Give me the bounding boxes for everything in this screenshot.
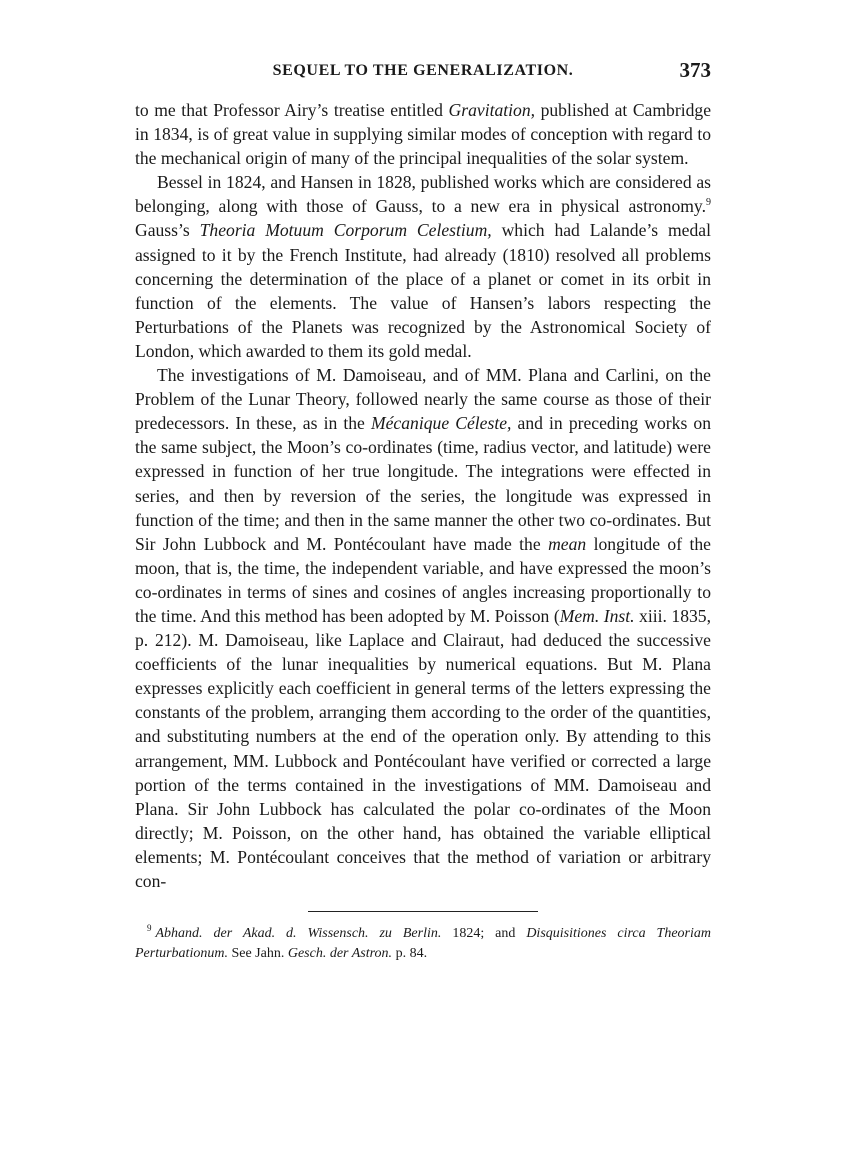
footnote xyxy=(135,924,711,964)
page-number: 373 xyxy=(679,58,711,82)
paragraph xyxy=(135,170,711,363)
book-page xyxy=(135,56,711,964)
text-run: Bessel in 1824, and Hansen in 1828, published works which are considered as belonging, along with those of Gauss, to a new era in physical astronomy. xyxy=(135,172,711,217)
text-run: longitude of the moon, that is, the time, the independent variable, and have expressed the moon’s co-ordinates in terms of sines and cosines of angles increasing proportionally to the time. And this method has been adopted by M. Poisson ( xyxy=(135,533,711,626)
footnote-reference: 9 xyxy=(706,197,711,209)
text-run: See Jahn. xyxy=(227,946,288,962)
italic-text: Abhand. der Akad. d. Wissensch. zu Berlin. xyxy=(155,926,442,942)
italic-text: mean xyxy=(548,533,587,554)
text-run: to me that Professor Airy’s treatise entitled xyxy=(135,100,449,120)
paragraph xyxy=(135,98,711,170)
running-title: SEQUEL TO THE GENERALIZATION. xyxy=(272,62,574,79)
italic-text: Gesch. der Astron. xyxy=(287,946,393,962)
body-text xyxy=(135,98,711,893)
text-run: Gauss’s xyxy=(135,220,200,241)
text-run: which had Lalande’s medal assigned to it by the French Institute, had already (1810) resolved all problems concerning the determination of the place of a planet or comet in its orbit in function of the elements. The value of Hansen’s labors respecting the Perturbations of the Planets was recognized by the Astronomical Society of London, which awarded to them its gold medal. xyxy=(135,220,711,361)
italic-text: Theoria Motuum Corporum Celestium, xyxy=(199,220,492,241)
text-run: and in preceding works on the same subject, the Moon’s co-ordinates (time, radius vector, and latitude) were expressed in function of her true longitude. The integrations were effected in series, and then by reversion of the series, the longitude was expressed in function of the time; and then in the same manner the other two co-ordinates. But Sir John Lubbock and M. Pontécoulant have made the xyxy=(135,413,711,554)
running-head xyxy=(135,56,711,88)
italic-text: Mécanique Céleste, xyxy=(370,413,512,434)
italic-text: Gravitation, xyxy=(448,100,536,120)
text-run: The investigations of M. Damoiseau, and of MM. Plana and Carlini, on the Problem of the Lunar Theory, followed nearly the same course as those of their predecessors. In these, as in the xyxy=(135,365,711,434)
text-run: 1824; and xyxy=(441,926,527,942)
text-run: p. 84. xyxy=(392,946,428,962)
paragraph xyxy=(135,363,711,893)
footnote-text xyxy=(135,926,711,961)
text-run: published at Cambridge in 1834, is of great value in supplying similar modes of conception with regard to the mechanical origin of many of the principal inequalities of the solar system. xyxy=(135,100,712,169)
italic-text: Mem. Inst. xyxy=(559,605,635,626)
text-run: xiii. 1835, p. 212). M. Damoiseau, like Laplace and Clairaut, had deduced the successive coefficients of the lunar inequalities by numerical equations. But M. Plana expresses explicitly each coefficient in general terms of the letters expressing the constants of the problem, arranging them according to the order of the quantities, and substituting numbers at the end of the operation only. By attending to this arrangement, MM. Lubbock and Pontécoulant have verified or corrected a large portion of the terms contained in the investigations of MM. Damoiseau and Plana. Sir John Lubbock has calculated the polar co-ordinates of the Moon directly; M. Poisson, on the other hand, has obtained the variable elliptical elements; M. Pontécoulant conceives that the method of variation or arbitrary con- xyxy=(135,605,711,891)
footnote-number: 9 xyxy=(147,923,152,934)
italic-text: Disquisitiones circa Theoriam Perturbationum. xyxy=(135,926,712,962)
footnote-rule xyxy=(308,911,538,912)
